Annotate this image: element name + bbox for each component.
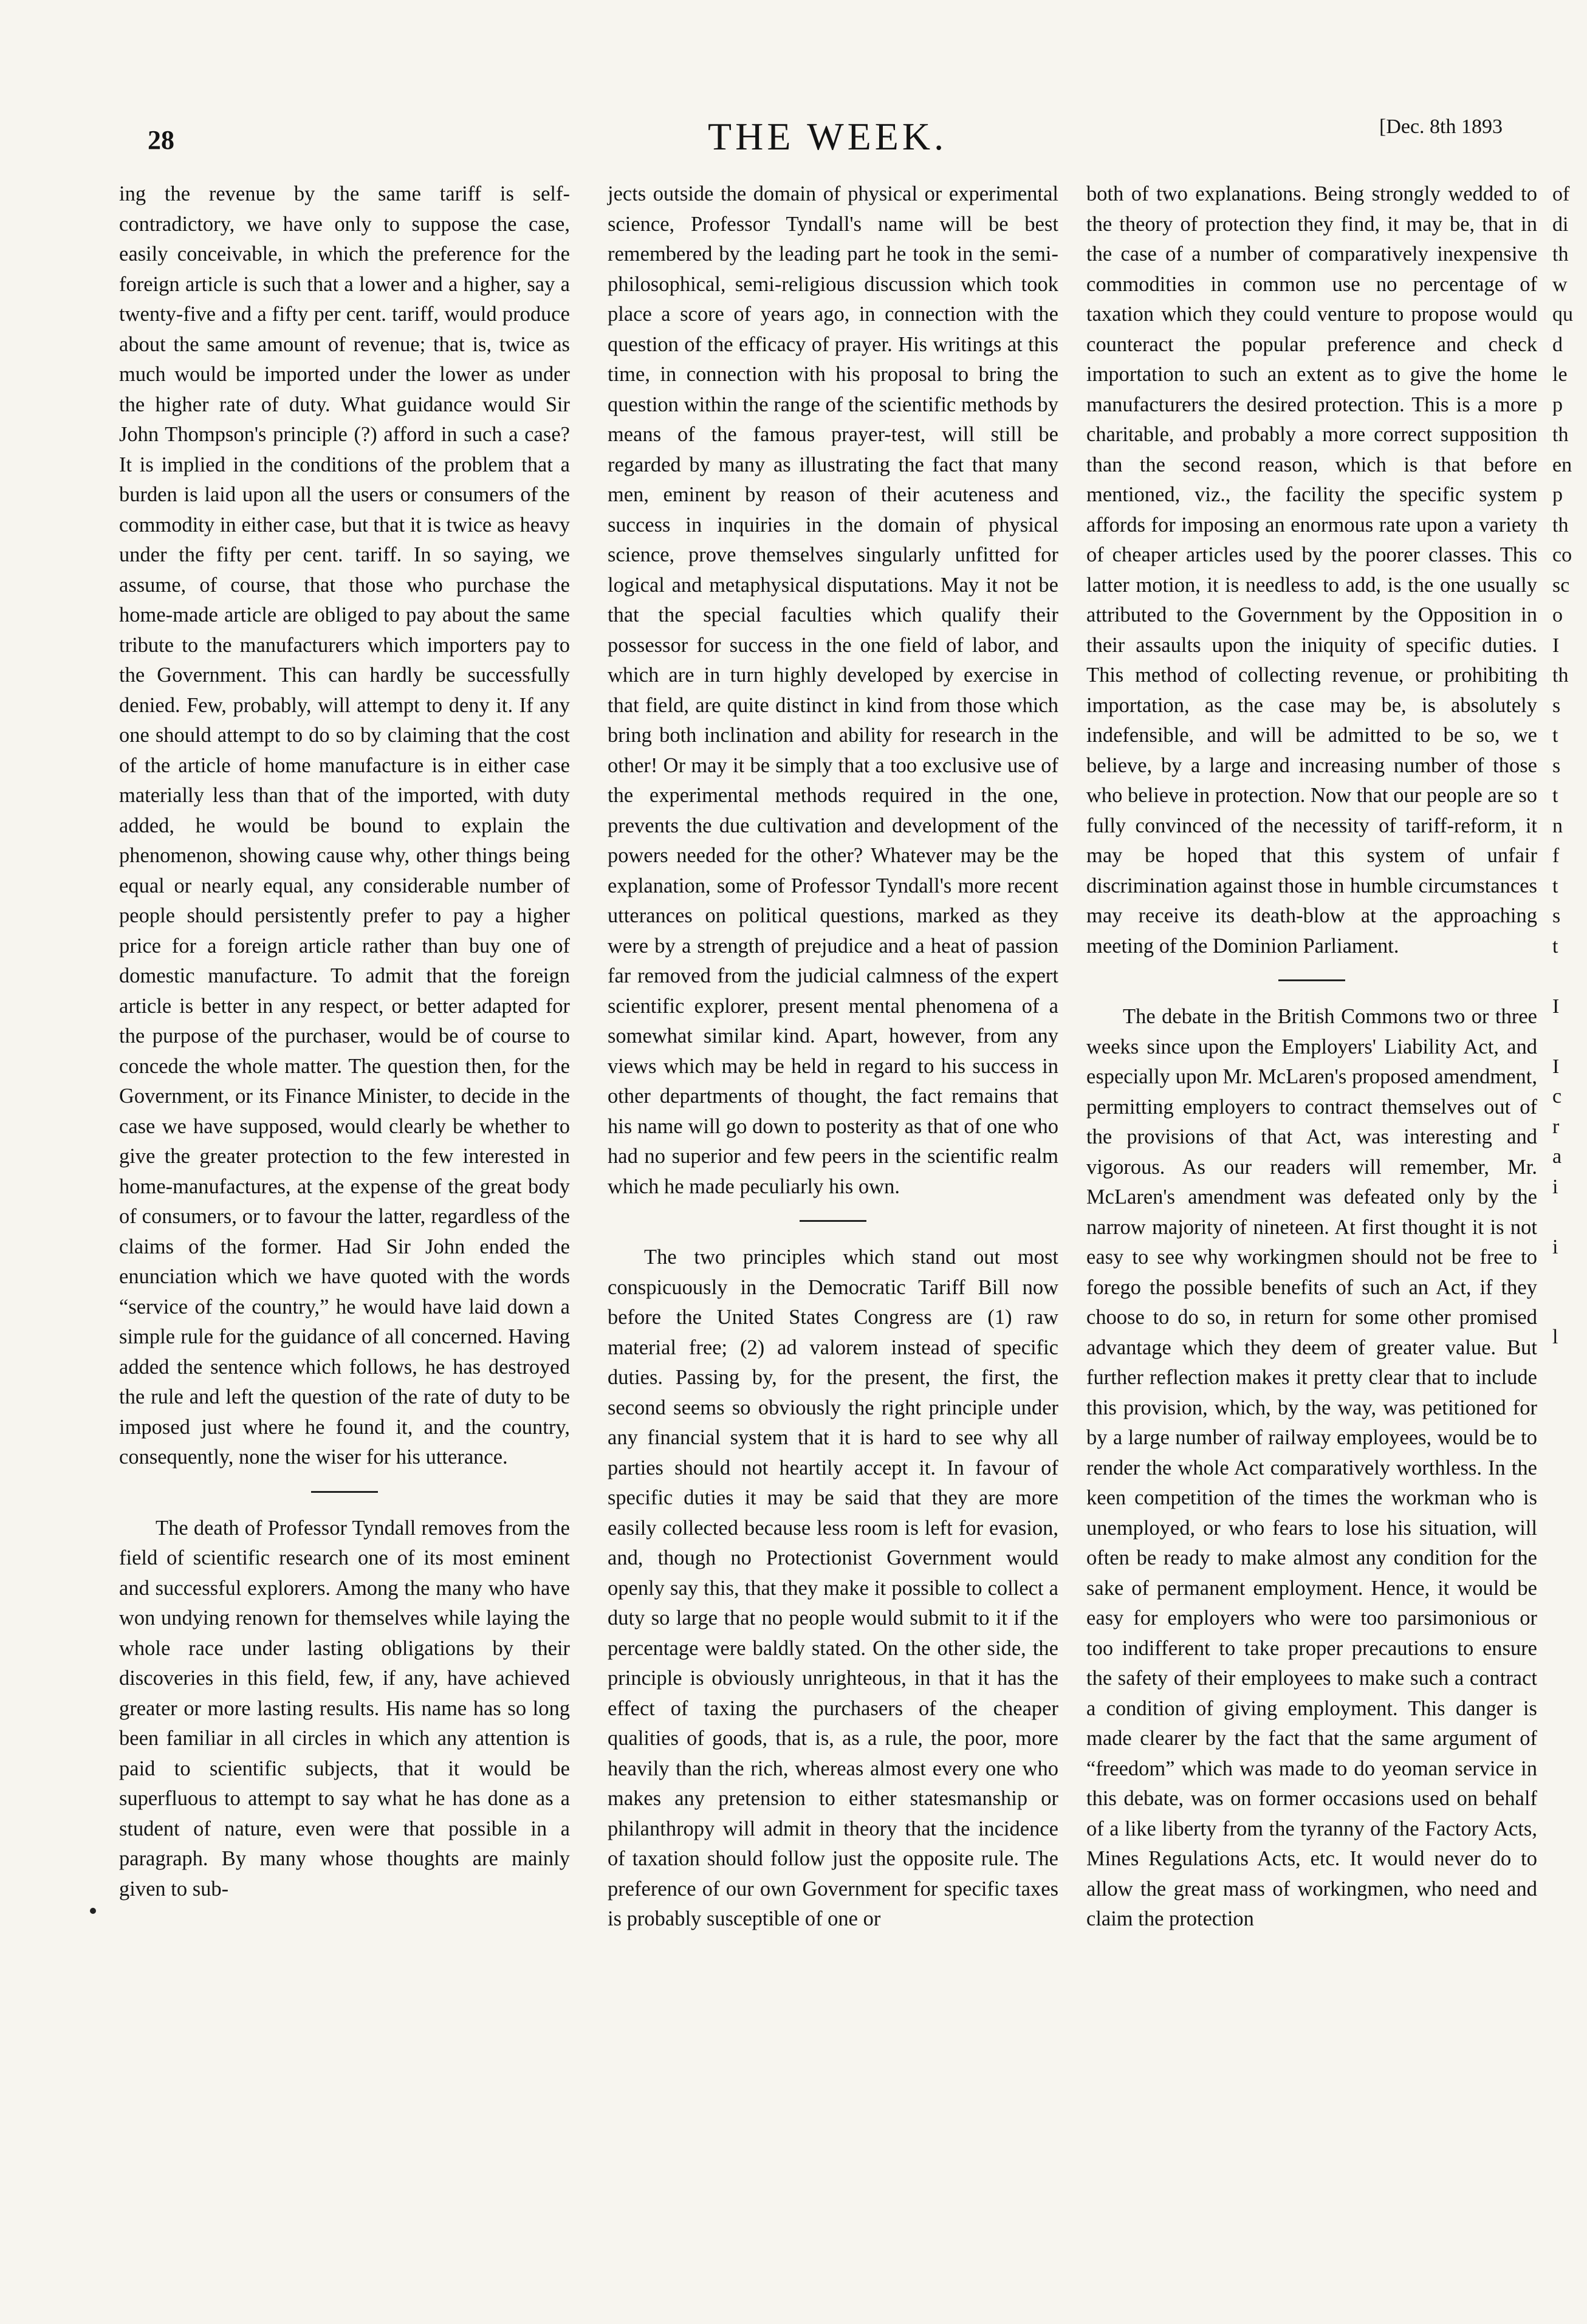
column-2-paragraph-tariff-bill: The two principles which stand out most conspicuously in the Democratic Tariff Bill now before the United States Congress are (1) raw material free; (2) ad valorem instead of specific duties. Passing by, for the present, the first, the second seems so obviously the right principle under any financial system that it is hard to see why all parties should not heartily accept it. In favour of specific duties it may be said that they are more easily collected because less room is left for evasion, and, though no Protectionist Government would openly say this, that they make it possible to collect a duty so large that no people would submit to it if the percentage were baldly stated. On the other side, the principle is obviously unrighteous, in that it has the effect of taxing the purchasers of the cheaper qualities of goods, that is, as a rule, the poor, more heavily than the rich, whereas almost every one who makes any pretension to either statesmanship or philanthropy will admit in theory that the incidence of taxation should follow just the opposite rule. The preference of our own Government for specific taxes is probably susceptible of one or: [608, 1246, 1058, 1930]
column-4-fragment: th: [1552, 513, 1569, 536]
column-4-fragment: l: [1552, 1326, 1558, 1348]
column-4-fragment: t: [1552, 784, 1558, 807]
column-4-fragment: c: [1552, 1085, 1562, 1108]
column-4-fragment: [1552, 2134, 1587, 2165]
column-4-fragment: [1552, 1924, 1587, 1954]
column-4-fragment: [1552, 1863, 1587, 1894]
column-4-fragment: p: [1552, 393, 1563, 416]
column-4-fragment: [1552, 1593, 1587, 1623]
column-4-fragment: [1552, 1202, 1587, 1232]
column-4-fragment: [1552, 1382, 1587, 1413]
column-4-fragment: [1552, 1442, 1587, 1473]
column-4-fragment: [1552, 1262, 1587, 1292]
column-3: [1086, 179, 1537, 1935]
column-4-fragment: [1552, 2104, 1587, 2134]
column-4-fragment: r: [1552, 1115, 1560, 1138]
column-1-paragraph-tyndall: The death of Professor Tyndall removes from the field of scientific research one of its most eminent and successful explorers. Among the many who have won undying renown for themselves while laying the whole race under lasting obligations by their discoveries in this field, few, if any, have achieved greater or more lasting results. His name has so long been familiar in all circles in which any attention is paid to scientific subjects, that it would be superfluous to attempt to say what he has done as a student of nature, even were that possible in a paragraph. By many whose thoughts are mainly given to sub-: [119, 1516, 570, 1901]
masthead-title: THE WEEK.: [708, 115, 948, 158]
column-4-fragment: a: [1552, 1145, 1562, 1168]
column-4-fragment: [1552, 961, 1587, 992]
column-4-fragment: [1552, 2224, 1587, 2255]
column-1-paragraph-tariff: ing the revenue by the same tariff is self-contradictory, we have only to suppose the case, easily conceivable, in which the preference for the foreign article is such that a lower and a higher, say a twenty-five and a fifty per cent. tariff, would produce about the same amount of revenue; that is, twice as much would be imported under the lower as under the higher rate of duty. What guidance would Sir John Thompson's principle (?) afford in such a case? It is implied in the conditions of the problem that a burden is laid upon all the users or consumers of the commodity in either case, but that it is twice as heavy under the fifty per cent. tariff. In so saying, we assume, of course, that those who purchase the home-made article are obliged to pay about the same tribute to the manufacturers which importers pay to the Government. This can hardly be successfully denied. Few, probably, will attempt to deny it. If any one should attempt to do so by claiming that the cost of the article of home manufacture is in either case materially less than that of the imported, with duty added, he would be bound to explain the phenomenon, showing cause why, other things being equal or nearly equal, any considerable number of people should persistently prefer to pay a higher price for a foreign article rather than buy one of domestic manufacture. To admit that the foreign article is better in any respect, or better adapted for the purpose of the purchaser, would be of course to concede the whole matter. The question then, for the Government, or its Finance Minister, to decide in the case we have supposed, would clearly be whether to give the greater protection to the few interested in home-manufactures, at the expense of the great body of consumers, or to favour the latter, regardless of the claims of the former. Had Sir John ended the enunciation which we have quoted with the words “service of the country,” he would have laid down a simple rule for the guidance of all concerned. Having added the sentence which follows, he has destroyed the rule and left the question of the rate of duty to be imposed just where he found it, and the country, consequently, none the wiser for his utterance.: [119, 182, 570, 1469]
column-4-fragment: th: [1552, 243, 1569, 266]
section-divider: [800, 1220, 866, 1222]
column-4-fragment: t: [1552, 724, 1558, 747]
column-4-fragment: th: [1552, 423, 1569, 446]
section-divider: [1278, 979, 1345, 981]
column-2: [608, 179, 1058, 1935]
column-4-fragment: i: [1552, 1235, 1558, 1258]
column-4-cropped-edge: [1552, 179, 1587, 2255]
column-4-fragment: le: [1552, 363, 1568, 386]
column-4-fragment: [1552, 1803, 1587, 1834]
column-4-fragment: [1552, 2195, 1587, 2225]
column-4-fragment: en: [1552, 453, 1572, 476]
issue-date: [Dec. 8th 1893: [1379, 115, 1503, 138]
column-4-fragment: [1552, 1743, 1587, 1774]
column-4-fragment: I: [1552, 1055, 1560, 1078]
column-4-fragment: [1552, 1503, 1587, 1533]
column-4-fragment: [1552, 1894, 1587, 1924]
column-4-fragment: o: [1552, 604, 1563, 626]
column-4-fragment: sc: [1552, 574, 1570, 597]
column-4-fragment: s: [1552, 694, 1561, 717]
column-4-fragment: t: [1552, 874, 1558, 897]
column-2-paragraph-tyndall-cont: jects outside the domain of physical or experimental science, Professor Tyndall's name will be best remembered by the leading part he took in the semi-philosophical, semi-religious discussion which took place a score of years ago, in connection with the question of the efficacy of prayer. His writings at this time, in connection with his proposal to bring the question within the range of the scientific methods by means of the famous prayer-test, will still be regarded by many as illustrating the fact that many men, eminent by reason of their acuteness and success in inquiries in the domain of physical science, prove themselves singularly unfitted for logical and metaphysical disputations. May it not be that the special faculties which qualify their possessor for success in the one field of labor, and which are in turn highly developed by exercise in that field, are quite distinct in kind from those which bring both inclination and ability for research in the other! Or may it be simply that a too exclusive use of the experimental methods required in the one, prevents the due cultivation and development of the powers needed for the other? Whatever may be the explanation, some of Professor Tyndall's more recent utterances on political questions, marked as they were by a strength of prejudice and a heat of passion far removed from the judicial calmness of the expert scientific explorer, present mental phenomena of a somewhat similar kind. Apart, however, from any views which may be held in regard to his success in other departments of thought, the fact remains that his name will go down to posterity as that of one who had no superior and few peers in the scientific realm which he made peculiarly his own.: [608, 182, 1058, 1198]
column-4-fragment: [1552, 1774, 1587, 1804]
column-4-fragment: [1552, 1533, 1587, 1563]
column-4-fragment: [1552, 1954, 1587, 1984]
column-4-fragment: s: [1552, 754, 1561, 777]
column-4-fragment: i: [1552, 1175, 1558, 1198]
column-4-fragment: [1552, 2074, 1587, 2105]
column-4-fragment: f: [1552, 845, 1560, 867]
column-4-fragment: t: [1552, 934, 1558, 958]
column-4-fragment: [1552, 1713, 1587, 1744]
column-4-fragment: th: [1552, 664, 1569, 687]
column-4-fragment: qu: [1552, 303, 1573, 326]
column-4-fragment: [1552, 1834, 1587, 1864]
column-3-paragraph-liability-act: The debate in the British Commons two or three weeks since upon the Employers' Liability Act, and especially upon Mr. McLaren's proposed amendment, permitting employers to contract themselves out of the provisions of that Act, was interesting and vigorous. As our readers will remember, Mr. McLaren's amendment was defeated only by the narrow majority of nineteen. At first thought it is not easy to see why workingmen should not be free to forego the possible benefits of such an Act, if they choose to do so, in return for some other promised advantage which they deem of greater value. But further reflection makes it pretty clear that to include this provision, which, by the way, was petitioned for by a large number of railway employees, would be to render the whole Act comparatively worthless. In the keen competition of the times the workman who is unemployed, or who fears to lose his situation, will often be ready to make almost any condition for the sake of permanent employment. Hence, it would be easy for employers who were too parsimonious or too indifferent to take proper precautions to ensure the safety of their employees to make such a contract a condition of giving employment. This danger is made clearer by the fact that the same argument of “freedom” which was made to do yeoman service in this debate, was on former occasions used on behalf of a like liberty from the tyranny of the Factory Acts, Mines Regulations Acts, etc. It would never do to allow the great mass of workingmen, who need and claim the protection: [1086, 1005, 1537, 1930]
column-4-fragment: d: [1552, 333, 1563, 356]
column-4-fragment: [1552, 2014, 1587, 2045]
column-4-fragment: [1552, 1683, 1587, 1713]
column-4-fragment: of: [1552, 183, 1570, 205]
column-4-fragment: [1552, 1984, 1587, 2014]
column-4-fragment: co: [1552, 544, 1572, 566]
column-4-fragment: di: [1552, 213, 1569, 236]
page-number: 28: [148, 125, 174, 155]
column-4-fragment: [1552, 2164, 1587, 2195]
column-4-fragment: [1552, 1292, 1587, 1323]
column-3-paragraph-specific-duties: both of two explanations. Being strongly wedded to the theory of protection they find, it may be, that in the case of a number of comparatively inexpensive commodities in common use no percentage of taxation which they could venture to propose would counteract the popular preference and check importation to such an extent as to give the home manufacturers the desired protection. This is a more charitable, and probably a more correct supposition than the second reason, which is that before mentioned, viz., the facility the specific system affords for imposing an enormous rate upon a variety of cheaper articles used by the poorer classes. This latter motion, it is needless to add, is the one usually attributed to the Government by the Opposition in their assaults upon the iniquity of specific duties. This method of collecting revenue, or prohibiting importation, as the case may be, is absolutely indefensible, and will be admitted to be so, we believe, by a large and increasing number of those who believe in protection. Now that our people are so fully convinced of the necessity of tariff-reform, it may be hoped that this system of unfair discrimination against those in humble circumstances may receive its death-blow at the approaching meeting of the Dominion Parliament.: [1086, 182, 1537, 958]
margin-mark: [90, 1908, 96, 1914]
column-4-fragment: [1552, 2044, 1587, 2074]
column-4-fragment: I: [1552, 634, 1560, 657]
section-divider: [311, 1491, 378, 1493]
column-4-fragment: [1552, 1413, 1587, 1443]
column-1: [119, 179, 570, 1904]
column-4-fragment: [1552, 1623, 1587, 1653]
column-4-fragment: p: [1552, 484, 1563, 506]
column-4-fragment: n: [1552, 814, 1563, 837]
column-4-fragment: [1552, 1021, 1587, 1052]
column-4-fragment: [1552, 1563, 1587, 1593]
column-4-fragment: [1552, 1473, 1587, 1503]
column-4-fragment: [1552, 1653, 1587, 1684]
column-4-fragment: w: [1552, 273, 1568, 296]
column-4-fragment: [1552, 1352, 1587, 1383]
column-4-fragment: I: [1552, 995, 1560, 1018]
column-4-fragment: s: [1552, 905, 1561, 927]
